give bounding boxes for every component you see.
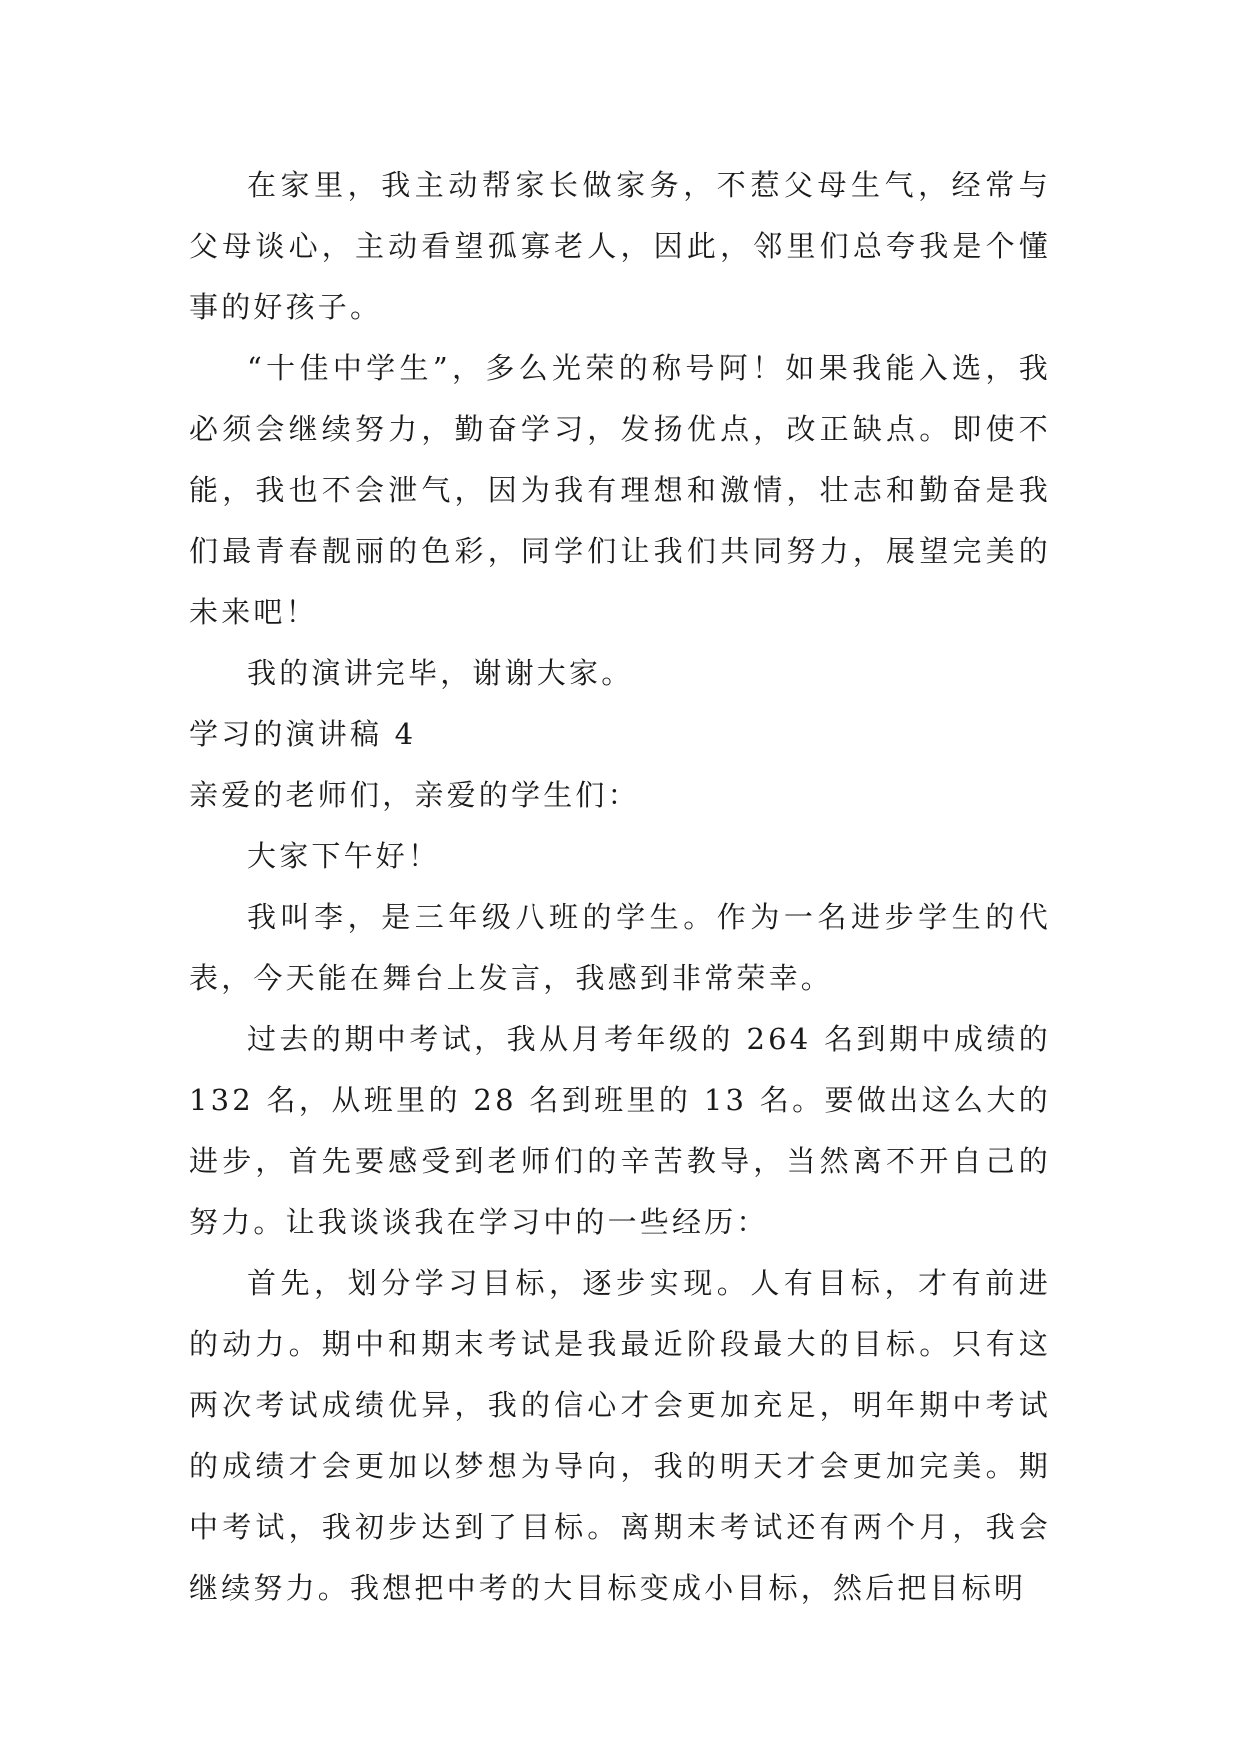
paragraph-closing: 我的演讲完毕，谢谢大家。 — [247, 656, 634, 690]
paragraph-greeting: 大家下午好！ — [247, 839, 441, 873]
paragraph-household: 在家里，我主动帮家长做家务，不惹父母生气，经常与父母谈心，主动看望孤寡老人，因此，邻里们总夸我是个懂事的好孩子。 — [189, 168, 1051, 324]
paragraph-self-intro: 我叫李，是三年级八班的学生。作为一名进步学生的代表，今天能在舞台上发言，我感到非常荣幸。 — [189, 900, 1051, 995]
paragraph-top-ten-student: “十佳中学生”，多么光荣的称号阿！如果我能入选，我必须会继续努力，勤奋学习，发扬优点，改正缺点。即使不能，我也不会泄气，因为我有理想和激情，壮志和勤奋是我们最青春靓丽的色彩，同学们让我们共同努力，展望完美的未来吧！ — [189, 351, 1051, 629]
document-body — [189, 155, 1051, 1619]
salutation: 亲爱的老师们，亲爱的学生们： — [189, 778, 640, 812]
section-heading: 学习的演讲稿 4 — [189, 717, 417, 751]
paragraph-study-goals: 首先，划分学习目标，逐步实现。人有目标，才有前进的动力。期中和期末考试是我最近阶段最大的目标。只有这两次考试成绩优异，我的信心才会更加充足，明年期中考试的成绩才会更加以梦想为导向，我的明天才会更加完美。期中考试，我初步达到了目标。离期末考试还有两个月，我会继续努力。我想把中考的大目标变成小目标，然后把目标明 — [189, 1266, 1051, 1605]
paragraph-exam-progress: 过去的期中考试，我从月考年级的 264 名到期中成绩的 132 名，从班里的 28 名到班里的 13 名。要做出这么大的进步，首先要感受到老师们的辛苦教导，当然离不开自己的努力。让我谈谈我在学习中的一些经历： — [189, 1022, 1051, 1239]
